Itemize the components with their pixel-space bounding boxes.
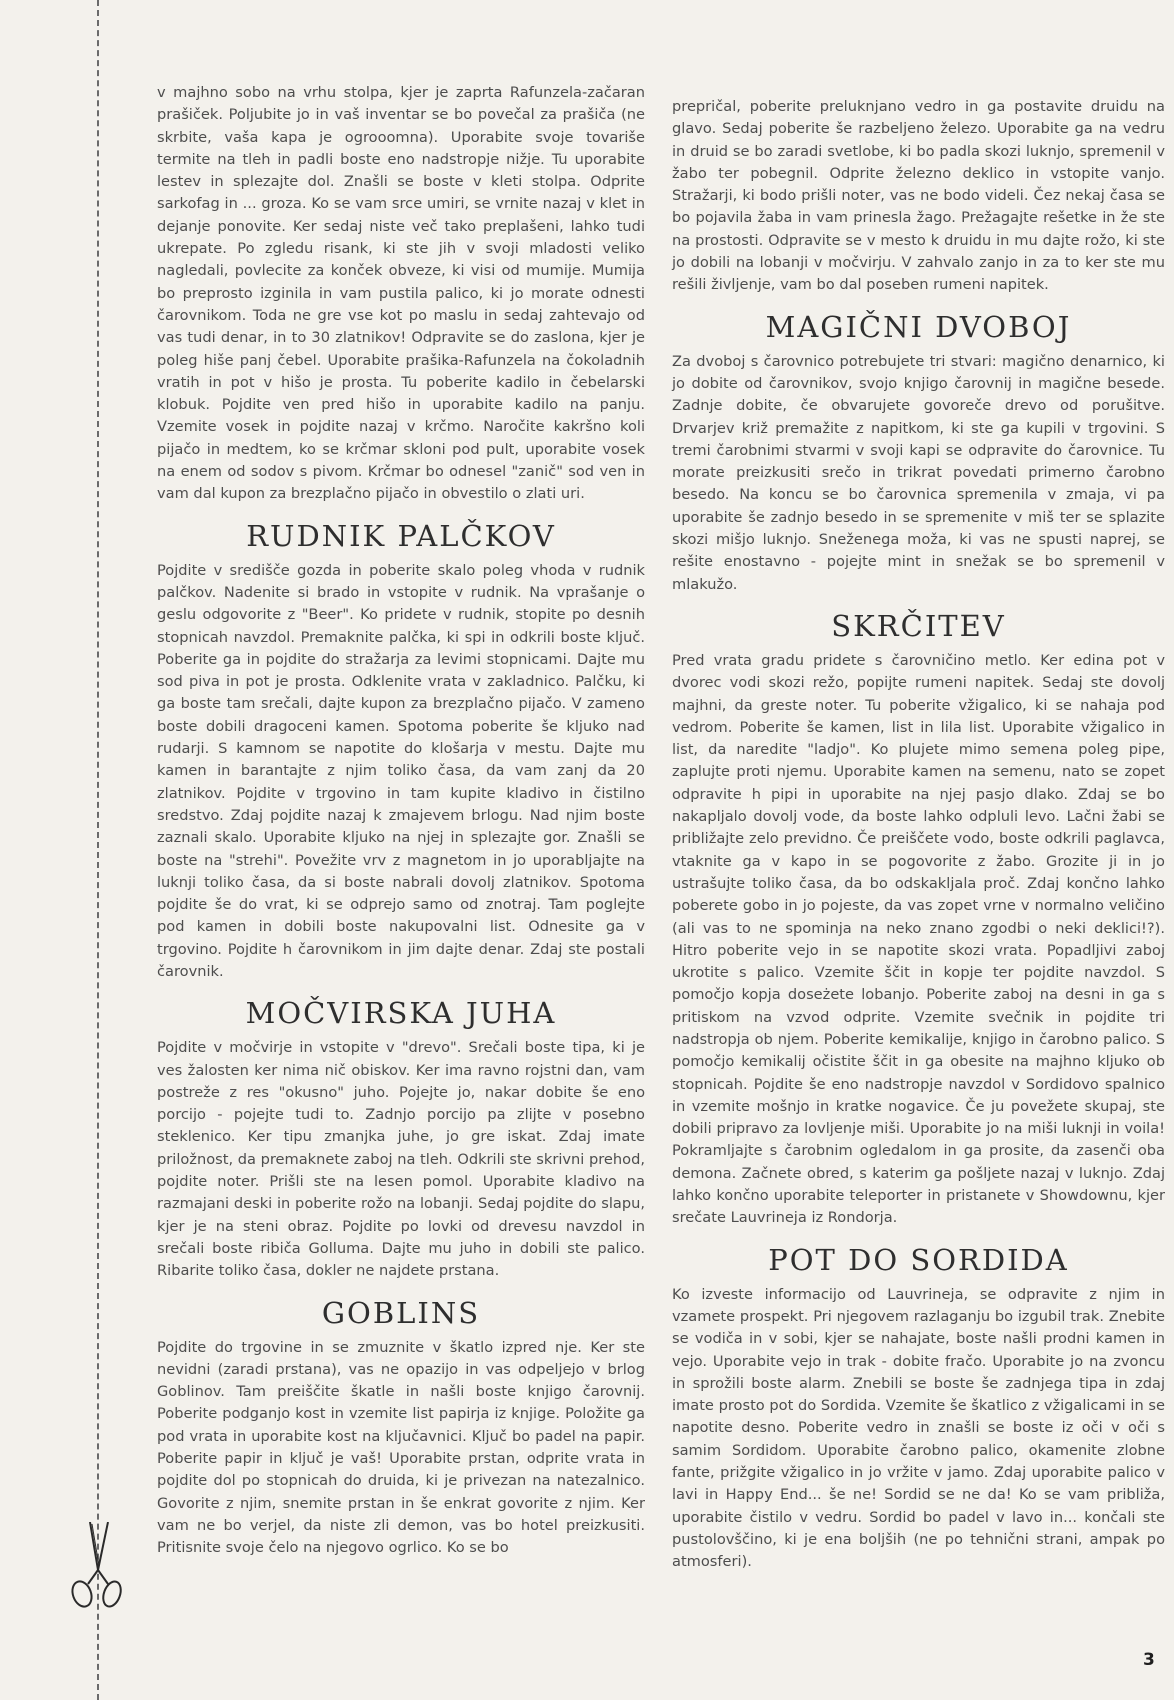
section-title-skrcitev: SKRČITEV bbox=[831, 608, 1006, 643]
section-text-goblins: Pojdite do trgovine in se zmuznite v škatlo izpred nje. Ker ste nevidni (zaradi prstana), vas ne opazijo in vas odpeljejo v brlog Goblinov. Tam preiščite škatle in našli boste knjigo čarovnij. Poberite podganjo kost in vzemite list papirja iz knjige. Položite ga pod vrata in uporabite kost na ključavnici. Ključ bo padel na papir. Poberite papir in ključ je vaš! Uporabite prstan, odprite vrata in pojdite dol po stopnicah do druida, ki je privezan na natezalnico. Govorite z njim, snemite prstan in še enkrat govorite z njim. Ker vam ne bo verjel, da niste zli demon, vas bo hotel preizkusiti. Pritisnite svoje čelo na njegovo ogrlico. Ko se bo bbox=[157, 1338, 645, 1557]
section-text-skrcitev: Pred vrata gradu pridete s čarovničino metlo. Ker edina pot v dvorec vodi skozi režo, popijte rumeni napitek. Sedaj ste dovolj majhni, da greste noter. Tu poberite vžigalico, ki se nahaja pod vedrom. Poberite še kamen, list in lila list. Uporabite vžigalico in list, da naredite "ladjo". Ko plujete mimo semena poleg pipe, zaplujte proti njemu. Uporabite kamen na semenu, nato se zopet odpravite h pipi in uporabite na njej pasjo dlako. Zdaj se bo nakapljalo dovolj vode, da boste lahko odpluli levo. Lačni žabi se približajte zelo previdno. Če preiščete vodo, boste odkrili paglavca, vtaknite ga v kapo in se pogovorite z žabo. Grozite ji in jo ustrašujte toliko časa, da bo odskakljala proč. Zdaj končno lahko poberete gobo in jo pojeste, da vas zopet vrne v normalno veličino (ali vas to ne spominja na neko znano zgodbi o neki deklici!?). Hitro poberite vejo in se napotite skozi vrata. Popadljivi zaboj ukrotite s palico. Vzemite ščit in kopje ter pojdite navzdol. S pomočjo kopja doseżete lobanjo. Poberite zaboj na desni in ga s pritiskom na vzvod odprite. Vzemite svečnik in pojdite tri nadstropja ob njem. Poberite kemikalije, knjigo in čarobno palico. S pomočjo kemikalij očistite ščit in ga obesite na majhno kljuko ob stopnicah. Pojdite še eno nadstropje navzdol v Sordidovo spalnico in vzemite mošnjo in kratke nogavice. Če ju povežete skupaj, ste dobili pripravo za lovljenje miši. Uporabite jo na miši luknji in voila! Pokramljajte s čarobnim ogledalom in ga prosite, da zasenči oba demona. Začnete obred, s katerim ga pošljete nazaj v luknjo. Zdaj lahko končno uporabite teleporter in pristanete v Showdownu, kjer srečate Lauvrineja iz Rondorja. bbox=[672, 651, 1165, 1227]
left-intro-text: v majhno sobo na vrhu stolpa, kjer je zaprta Rafunzela-začaran prašiček. Poljubite jo in vaš inventar se bo povečal za prašiča (ne skrbite, vaša kapa je ogrooomna). Uporabite svoje tovariše termite na tleh in padli boste eno nadstropje nižje. Tu uporabite lestev in splezajte dol. Znašli se boste v kleti stolpa. Odprite sarkofag in ... groza. Ko se vam srce umiri, se vrnite nazaj v klet in dejanje ponovite. Ker sedaj niste več tako preplašeni, lahko tudi ukrepate. Po zgledu risank, ki ste jih v svoji mladosti veliko nagledali, povlecite za konček obveze, ki visi od mumije. Mumija bo preprosto izginila in vam pustila palico, ki jo morate odnesti čarovnikom. Toda ne gre vse kot po maslu in sedaj zahtevajo od vas tudi denar, in to 30 zlatnikov! Odpravite se do zaslona, kjer je poleg hiše panj čebel. Uporabite prašika-Rafunzela na čokoladnih vratih in pot v hišo je prosta. Tu poberite kadilo in čebelarski klobuk. Pojdite ven pred hišo in uporabite kadilo na panju. Vzemite vosek in pojdite nazaj v krčmo. Naročite kakršno koli pijačo in medtem, ko se krčmar skloni pod pult, uporabite vosek na enem od sodov s pivom. Krčmar bo odnesel "zanič" sod ven in vam dal kupon za brezplačno pijačo in obvestilo o zlati uri. bbox=[157, 84, 645, 503]
section-text-dvoboj: Za dvoboj s čarovnico potrebujete tri stvari: magično denarnico, ki jo dobite od čarovnikov, svojo knjigo čarovnij in magične besede. Zadnje dobite, če obvarujete govoreče drevo od porušitve. Drvarjev križ premažite z napitkom, ki ste ga kupili v trgovini. S tremi čarobnimi stvarmi v svoji kapi se odpravite do čarovnice. Tu morate preizkusiti srečo in trikrat povedati primerno čarobno besedo. Na koncu se bo čarovnica spremenila v zmaja, vi pa uporabite še zadnjo besedo in se spremenite v miš ter se splazite skozi mišjo luknjo. Sneženega moža, ki vas ne spusti naprej, se rešite enostavno - pojejte mint in snežak se bo spremenil v mlakužo. bbox=[672, 352, 1165, 593]
section-text-mocvirska: Pojdite v močvirje in vstopite v "drevo". Srečali boste tipa, ki je ves žalosten ker nima nič obiskov. Ker ima ravno rojstni dan, vam postreže z res "okusno" juho. Pojejte jo, nakar dobite še eno porcijo - pojejte tudi to. Zadnjo porcijo pa zlijte v posebno steklenico. Ker tipu zmanjka juhe, jo gre iskat. Zdaj imate priložnost, da premaknete zaboj na tleh. Odkrili ste skrivni prehod, pojdite noter. Prišli ste na lesen pomol. Uporabite kladivo na razmajani deski in poberite rožo na lobanji. Sedaj pojdite do slapu, kjer je na steni obraz. Pojdite po lovki od drevesu navzdol in srečali boste ribiča Golluma. Dajte mu juho in dobili ste palico. Ribarite toliko časa, dokler ne najdete prstana. bbox=[157, 1039, 645, 1280]
cut-line bbox=[97, 0, 99, 1700]
section-title-mocvirska: MOČVIRSKA JUHA bbox=[245, 996, 557, 1031]
section-title-rudnik: RUDNIK PALČKOV bbox=[246, 518, 556, 553]
section-text-rudnik: Pojdite v središče gozda in poberite skalo poleg vhoda v rudnik palčkov. Nadenite si brado in vstopite v rudnik. Na vprašanje o geslu odgovorite z "Beer". Ko pridete v rudnik, stopite po desnih stopnicah navzdol. Premaknite palčka, ki spi in odkrili boste ključ. Poberite ga in pojdite do stražarja za levimi stopnicami. Dajte mu sod piva in pot je prosta. Odklenite vrata v zakladnico. Palčku, ki ga boste tam srečali, dajte kupon za brezplačno pijačo. V zameno boste dobili dragoceni kamen. Spotoma poberite še kljuko nad rudarji. S kamnom se napotite do klošarja v mestu. Dajte mu kamen in barantajte z njim toliko časa, da vam zanj da 20 zlatnikov. Pojdite v trgovino in tam kupite kladivo in čistilno sredstvo. Zdaj pojdite nazaj k zmajevem brlogu. Nad njim boste zaznali skalo. Uporabite kljuko na njej in splezajte gor. Znašli se boste na "strehi". Povežite vrv z magnetom in jo uporabljajte na luknji toliko časa, da si boste nabrali dovolj zlatnikov. Spotoma pojdite še do vrat, ki se odprejo samo od znotraj. Tam poglejte pod kamen in dobili boste nakupovalni list. Odnesite ga v trgovino. Pojdite h čarovnikom in jim dajte denar. Zdaj ste postali čarovnik. bbox=[157, 561, 645, 980]
left-column bbox=[157, 82, 645, 1560]
right-intro-text: prepričal, poberite preluknjano vedro in ga postavite druidu na glavo. Sedaj poberite še razbeljeno železo. Uporabite ga na vedru in druid se bo zaradi svetlobe, ki bo padla skozi luknjo, spremenil v žabo ter pobegnil. Odprite železno deklico in vstopite vanjo. Stražarji, ki bodo prišli noter, vas ne bodo videli. Čez nekaj časa se bo pojavila žaba in vam prinesla žago. Prežagajte rešetke in že ste na prostosti. Odpravite se v mesto k druidu in mu dajte rožo, ki ste jo dobili na lobanji v močvirju. V zahvalo zanjo in za to ker ste mu rešili življenje, vam bo dal poseben rumeni napitek. bbox=[672, 98, 1165, 294]
scissors-icon bbox=[68, 1522, 126, 1612]
section-title-goblins: GOBLINS bbox=[321, 1295, 481, 1330]
section-title-sordid: POT DO SORDIDA bbox=[768, 1242, 1069, 1277]
page-number: 3 bbox=[1143, 1650, 1155, 1670]
section-title-dvoboj: MAGIČNI DVOBOJ bbox=[765, 309, 1072, 344]
section-text-sordid: Ko izveste informacijo od Lauvrineja, se odpravite z njim in vzamete prospekt. Pri njegovem razlaganju bo izgubil trak. Znebite se vodiča in v sobi, kjer se nahajate, boste našli prodni kamen in vejo. Uporabite vejo in trak - dobite fračo. Uporabite jo na zvoncu in sprožili boste alarm. Znebili se boste še zadnjega tipa in zdaj imate prosto pot do Sordida. Vzemite še škatlico z vžigalicami in se napotite desno. Poberite vedro in znašli se boste iz oči v oči s samim Sordidom. Uporabite čarobno palico, okamenite zlobne fante, prižgite vžigalico in jo vržite v jamo. Zdaj uporabite palico v lavi in Happy End... še ne! Sordid se ne da! Ko se vam približa, uporabite čistilo v vedru. Sordid bo padel v lavo in... končali ste pustolovščino, ki je ena boljših (ne po tehnični strani, ampak po atmosferi). bbox=[672, 1285, 1165, 1571]
right-column bbox=[672, 96, 1165, 1574]
